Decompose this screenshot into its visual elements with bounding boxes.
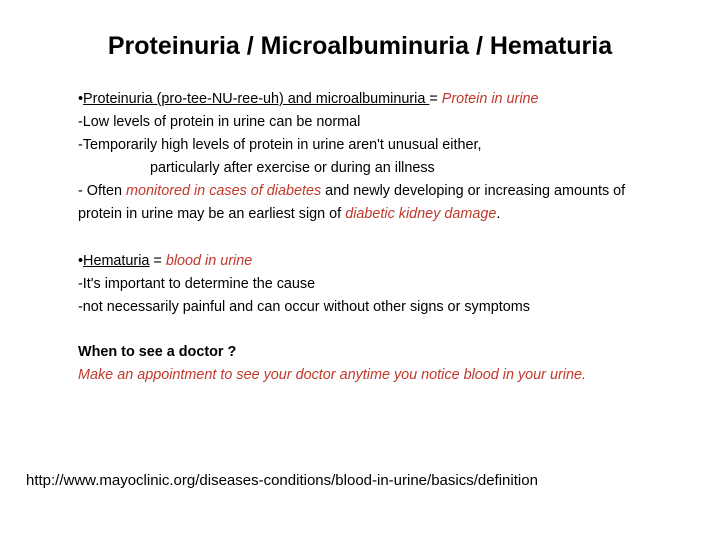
point-3-prefix: - Often bbox=[78, 183, 126, 199]
bullet: • bbox=[78, 91, 84, 107]
hematuria-definition: blood in urine bbox=[165, 253, 253, 269]
source-url: http://www.mayoclinic.org/diseases-conditions/blood-in-urine/basics/definition bbox=[26, 472, 538, 489]
spacer bbox=[78, 319, 638, 341]
hematuria-point-2: -not necessarily painful and can occur without other signs or symptoms bbox=[78, 299, 530, 315]
equals-sign: = bbox=[149, 253, 166, 269]
hematuria-term: Hematuria bbox=[83, 253, 150, 269]
proteinuria-term: Proteinuria (pro-tee-NU-ree-uh) and microalbuminuria bbox=[83, 91, 430, 107]
doctor-heading: When to see a doctor ? bbox=[78, 344, 237, 360]
slide-title: Proteinuria / Microalbuminuria / Hematuria bbox=[107, 32, 613, 60]
proteinuria-point-2: -Temporarily high levels of protein in urine aren't unusual either, bbox=[78, 137, 482, 153]
point-3-diabetes-emphasis: monitored in cases of diabetes bbox=[126, 183, 322, 199]
hematuria-heading bbox=[78, 250, 638, 273]
bullet: • bbox=[78, 253, 84, 269]
proteinuria-point-3 bbox=[78, 180, 638, 226]
doctor-advice: Make an appointment to see your doctor anytime you notice blood in your urine. bbox=[78, 367, 586, 383]
point-3-kidney-emphasis: diabetic kidney damage bbox=[345, 206, 497, 222]
proteinuria-point-2-continued: particularly after exercise or during an illness bbox=[150, 160, 435, 176]
spacer bbox=[78, 226, 638, 250]
equals-sign: = bbox=[429, 91, 442, 107]
hematuria-point-1: -It's important to determine the cause bbox=[78, 276, 316, 292]
proteinuria-heading bbox=[78, 88, 638, 111]
proteinuria-definition: Protein in urine bbox=[441, 91, 539, 107]
point-3-middle: and newly developing or increasing amounts of protein in urine may be an earliest sign of bbox=[78, 183, 626, 222]
point-3-period: . bbox=[496, 206, 501, 222]
proteinuria-point-1: -Low levels of protein in urine can be normal bbox=[78, 114, 361, 130]
slide-body bbox=[78, 88, 638, 387]
